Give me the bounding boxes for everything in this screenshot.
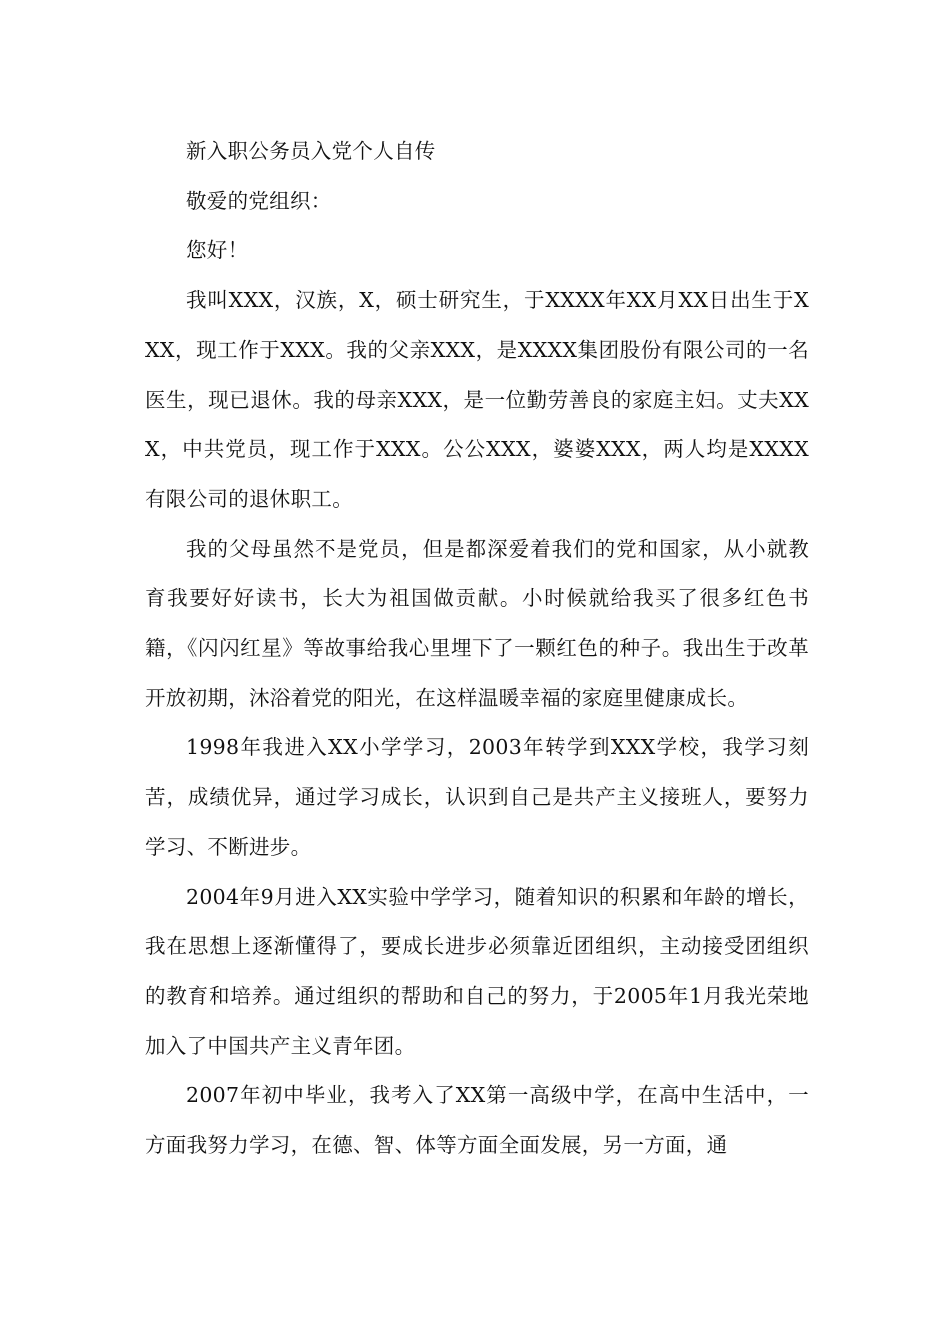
greeting: 您好！	[186, 238, 249, 263]
paragraph-upbringing: 我的父母虽然不是党员，但是都深爱着我们的党和国家，从小就教育我要好好读书，长大为祖国做贡献。小时候就给我买了很多红色书籍，《闪闪红星》等故事给我心里埋下了一颗红色的种子。我出生于改革开放初期，沐浴着党的阳光，在这样温暖幸福的家庭里健康成长。	[145, 536, 809, 710]
salutation: 敬爱的党组织：	[186, 188, 332, 213]
document-body	[145, 127, 809, 1171]
paragraph-family: 我叫XXX，汉族，X，硕士研究生，于XXXX年XX月XX日出生于XXX，现工作于XXX。我的父亲XXX，是XXXX集团股份有限公司的一名医生，现已退休。我的母亲XXX，是一位勤劳善良的家庭主妇。丈夫XXX，中共党员，现工作于XXX。公公XXX，婆婆XXX，两人均是XXXX有限公司的退休职工。	[145, 288, 809, 511]
document-title: 新入职公务员入党个人自传	[186, 139, 436, 163]
paragraph-middle-school: 2004年9月进入XX实验中学学习，随着知识的积累和年龄的增长，我在思想上逐渐懂得了，要成长进步必须靠近团组织，主动接受团组织的教育和培养。通过组织的帮助和自己的努力，于2005年1月我光荣地加入了中国共产主义青年团。	[145, 884, 809, 1058]
paragraph-primary-school: 1998年我进入XX小学学习，2003年转学到XXX学校，我学习刻苦，成绩优异，通过学习成长，认识到自己是共产主义接班人，要努力学习、不断进步。	[145, 735, 809, 859]
paragraph-high-school: 2007年初中毕业，我考入了XX第一高级中学，在高中生活中，一方面我努力学习，在德、智、体等方面全面发展，另一方面，通	[145, 1083, 809, 1158]
